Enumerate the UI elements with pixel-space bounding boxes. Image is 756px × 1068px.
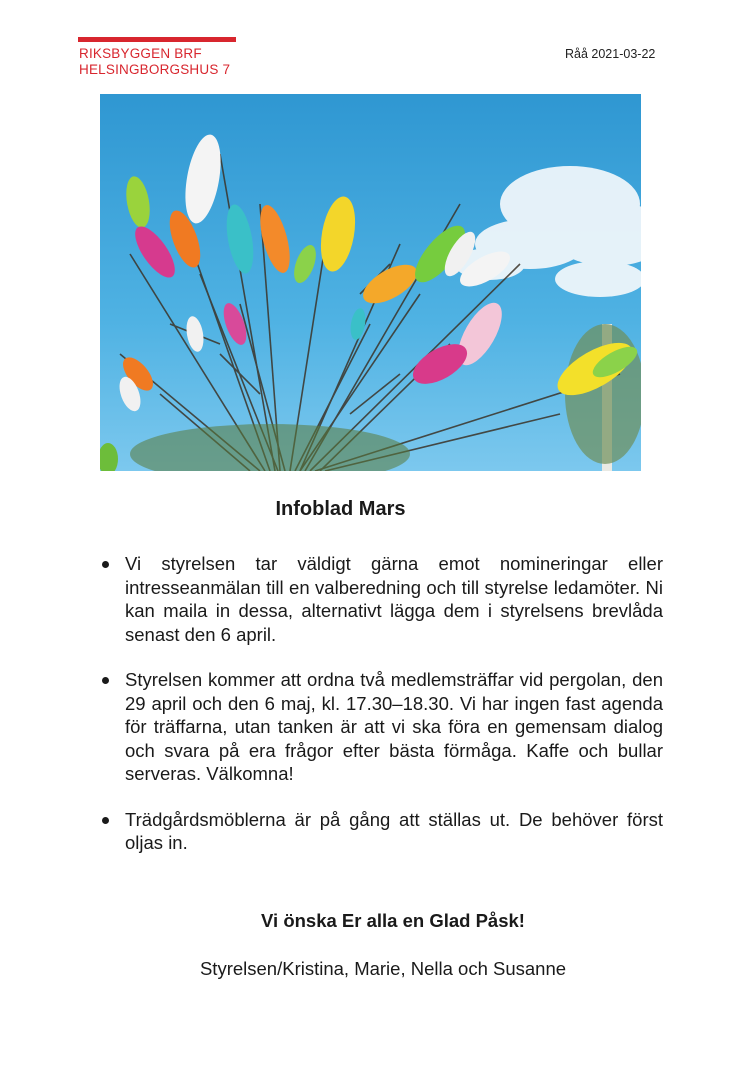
easter-feather-branches-photo — [100, 94, 641, 471]
list-item — [100, 668, 663, 786]
list-item-text: Vi styrelsen tar väldigt gärna emot nomineringar eller intresseanmälan till en valberedning och till styrelse ledamöter. Ni kan maila in dessa, alternativt lägga dem i styrelsens brevlåda senast den 6 april. — [125, 553, 663, 645]
page-title: Infoblad Mars — [275, 498, 406, 520]
bullet-icon — [102, 817, 109, 824]
info-list — [100, 552, 663, 877]
list-item — [100, 808, 663, 855]
list-item — [100, 552, 663, 646]
easter-greeting: Vi önska Er alla en Glad Påsk! — [261, 910, 525, 931]
bullet-icon — [102, 561, 109, 568]
brand-bar — [78, 37, 236, 42]
list-item-text: Trädgårdsmöblerna är på gång att ställas ut. De behöver först oljas in. — [125, 808, 663, 853]
org-line-2: HELSINGBORGSHUS 7 — [79, 62, 231, 77]
signature: Styrelsen/Kristina, Marie, Nella och Susanne — [199, 958, 567, 979]
list-item-text: Styrelsen kommer att ordna två medlemsträffar vid pergolan, den 29 april och den 6 maj, kl. 17.30–18.30. Vi har ingen fast agenda för träffarna, utan tanken är att vi ska föra en gemensam dialog och svara på era frågor efter bästa förmåga. Kaffe och bullar serveras. Välkomna! — [125, 669, 663, 784]
bullet-icon — [102, 677, 109, 684]
organization-name — [79, 46, 230, 78]
org-line-1: RIKSBYGGEN BRF — [79, 46, 202, 61]
document-date: Råå 2021-03-22 — [565, 47, 656, 61]
